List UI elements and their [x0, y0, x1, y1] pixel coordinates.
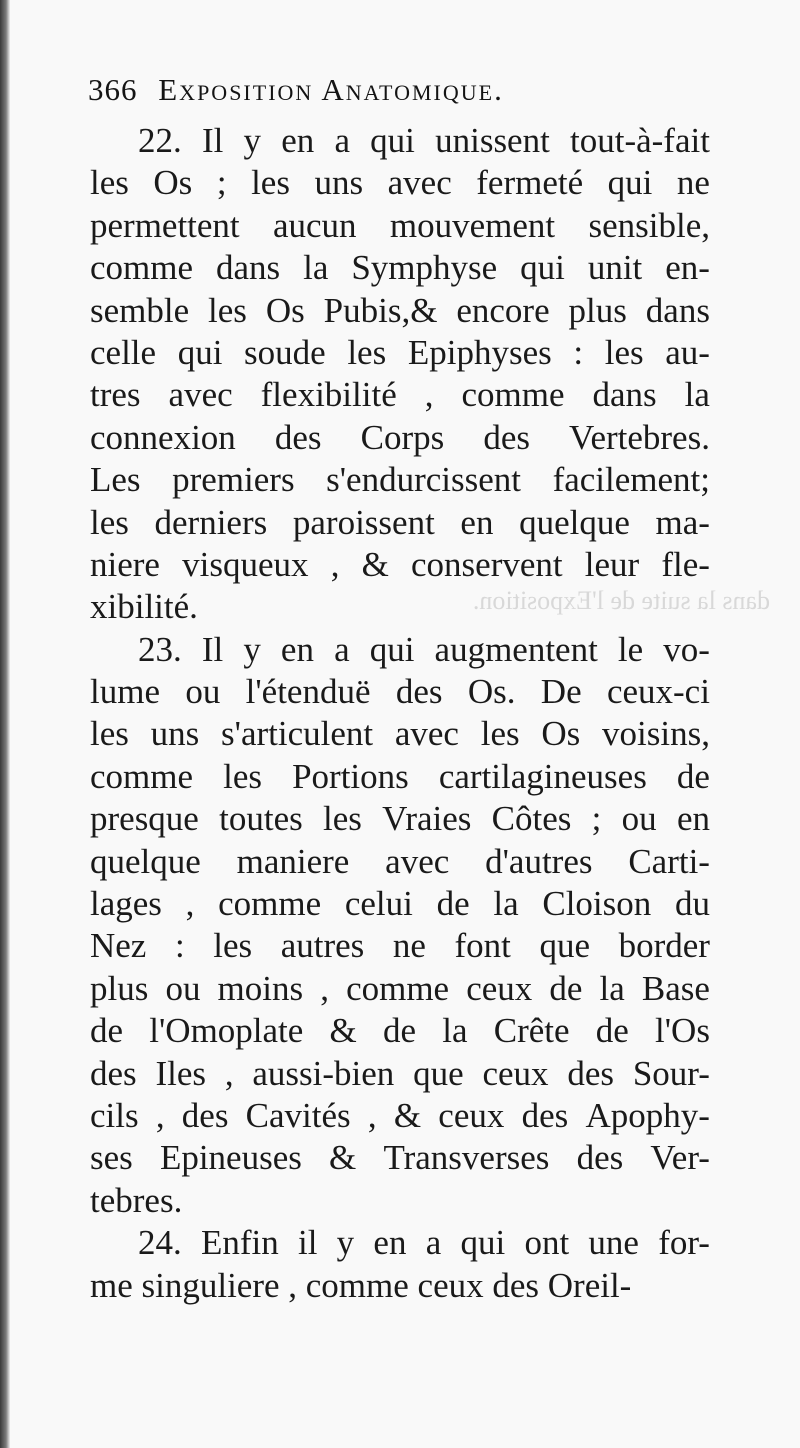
- page-number: 366: [88, 72, 138, 107]
- running-title: Exposition Anatomique.: [158, 72, 504, 107]
- text-line: celle qui soude les Epiphyses : les au-: [90, 332, 710, 372]
- text-line: cils , des Cavités , & ceux des Apophy-: [90, 1095, 710, 1135]
- text-line: xibilité.: [90, 587, 198, 627]
- text-line: 24. Enfin il y en a qui ont une for-: [138, 1223, 710, 1263]
- text-line: lume ou l'étenduë des Os. De ceux-ci: [90, 672, 710, 712]
- text-line: comme les Portions cartilagineuses de: [90, 756, 710, 796]
- text-line: comme dans la Symphyse qui unit en-: [90, 248, 710, 288]
- text-line: niere visqueux , & conservent leur fle-: [90, 544, 710, 584]
- text-line: de l'Omoplate & de la Crête de l'Os: [90, 1011, 710, 1051]
- text-line: les derniers paroissent en quelque ma-: [90, 502, 710, 542]
- text-line: presque toutes les Vraies Côtes ; ou en: [90, 799, 710, 839]
- text-line: permettent aucun mouvement sensible,: [90, 205, 710, 245]
- show-through-text: dans la suite de l'Exposition.: [472, 586, 770, 615]
- text-line: les Os ; les uns avec fermeté qui ne: [90, 163, 710, 203]
- text-line: ses Epineuses & Transverses des Ver-: [90, 1138, 710, 1178]
- text-line: quelque maniere avec d'autres Carti-: [90, 841, 710, 881]
- text-line: connexion des Corps des Vertebres.: [90, 417, 710, 457]
- text-line: Nez : les autres ne font que border: [90, 926, 710, 966]
- text-line: plus ou moins , comme ceux de la Base: [90, 968, 710, 1008]
- body-text: [90, 120, 710, 1307]
- text-line: Les premiers s'endurcissent facilement;: [90, 460, 710, 500]
- text-line: semble les Os Pubis,& encore plus dans: [90, 290, 710, 330]
- text-line: les uns s'articulent avec les Os voisins,: [90, 714, 710, 754]
- text-line: tebres.: [90, 1180, 183, 1220]
- binding-edge: [0, 0, 10, 1448]
- text-line: lages , comme celui de la Cloison du: [90, 884, 710, 924]
- text-line: des Iles , aussi-bien que ceux des Sour-: [90, 1053, 710, 1093]
- text-line: tres avec flexibilité , comme dans la: [90, 375, 710, 415]
- text-line: me singuliere , comme ceux des Oreil-: [90, 1265, 632, 1305]
- text-line: 22. Il y en a qui unissent tout-à-fait: [138, 121, 710, 160]
- text-line: 23. Il y en a qui augmentent le vo-: [138, 629, 710, 669]
- running-header: [88, 72, 504, 108]
